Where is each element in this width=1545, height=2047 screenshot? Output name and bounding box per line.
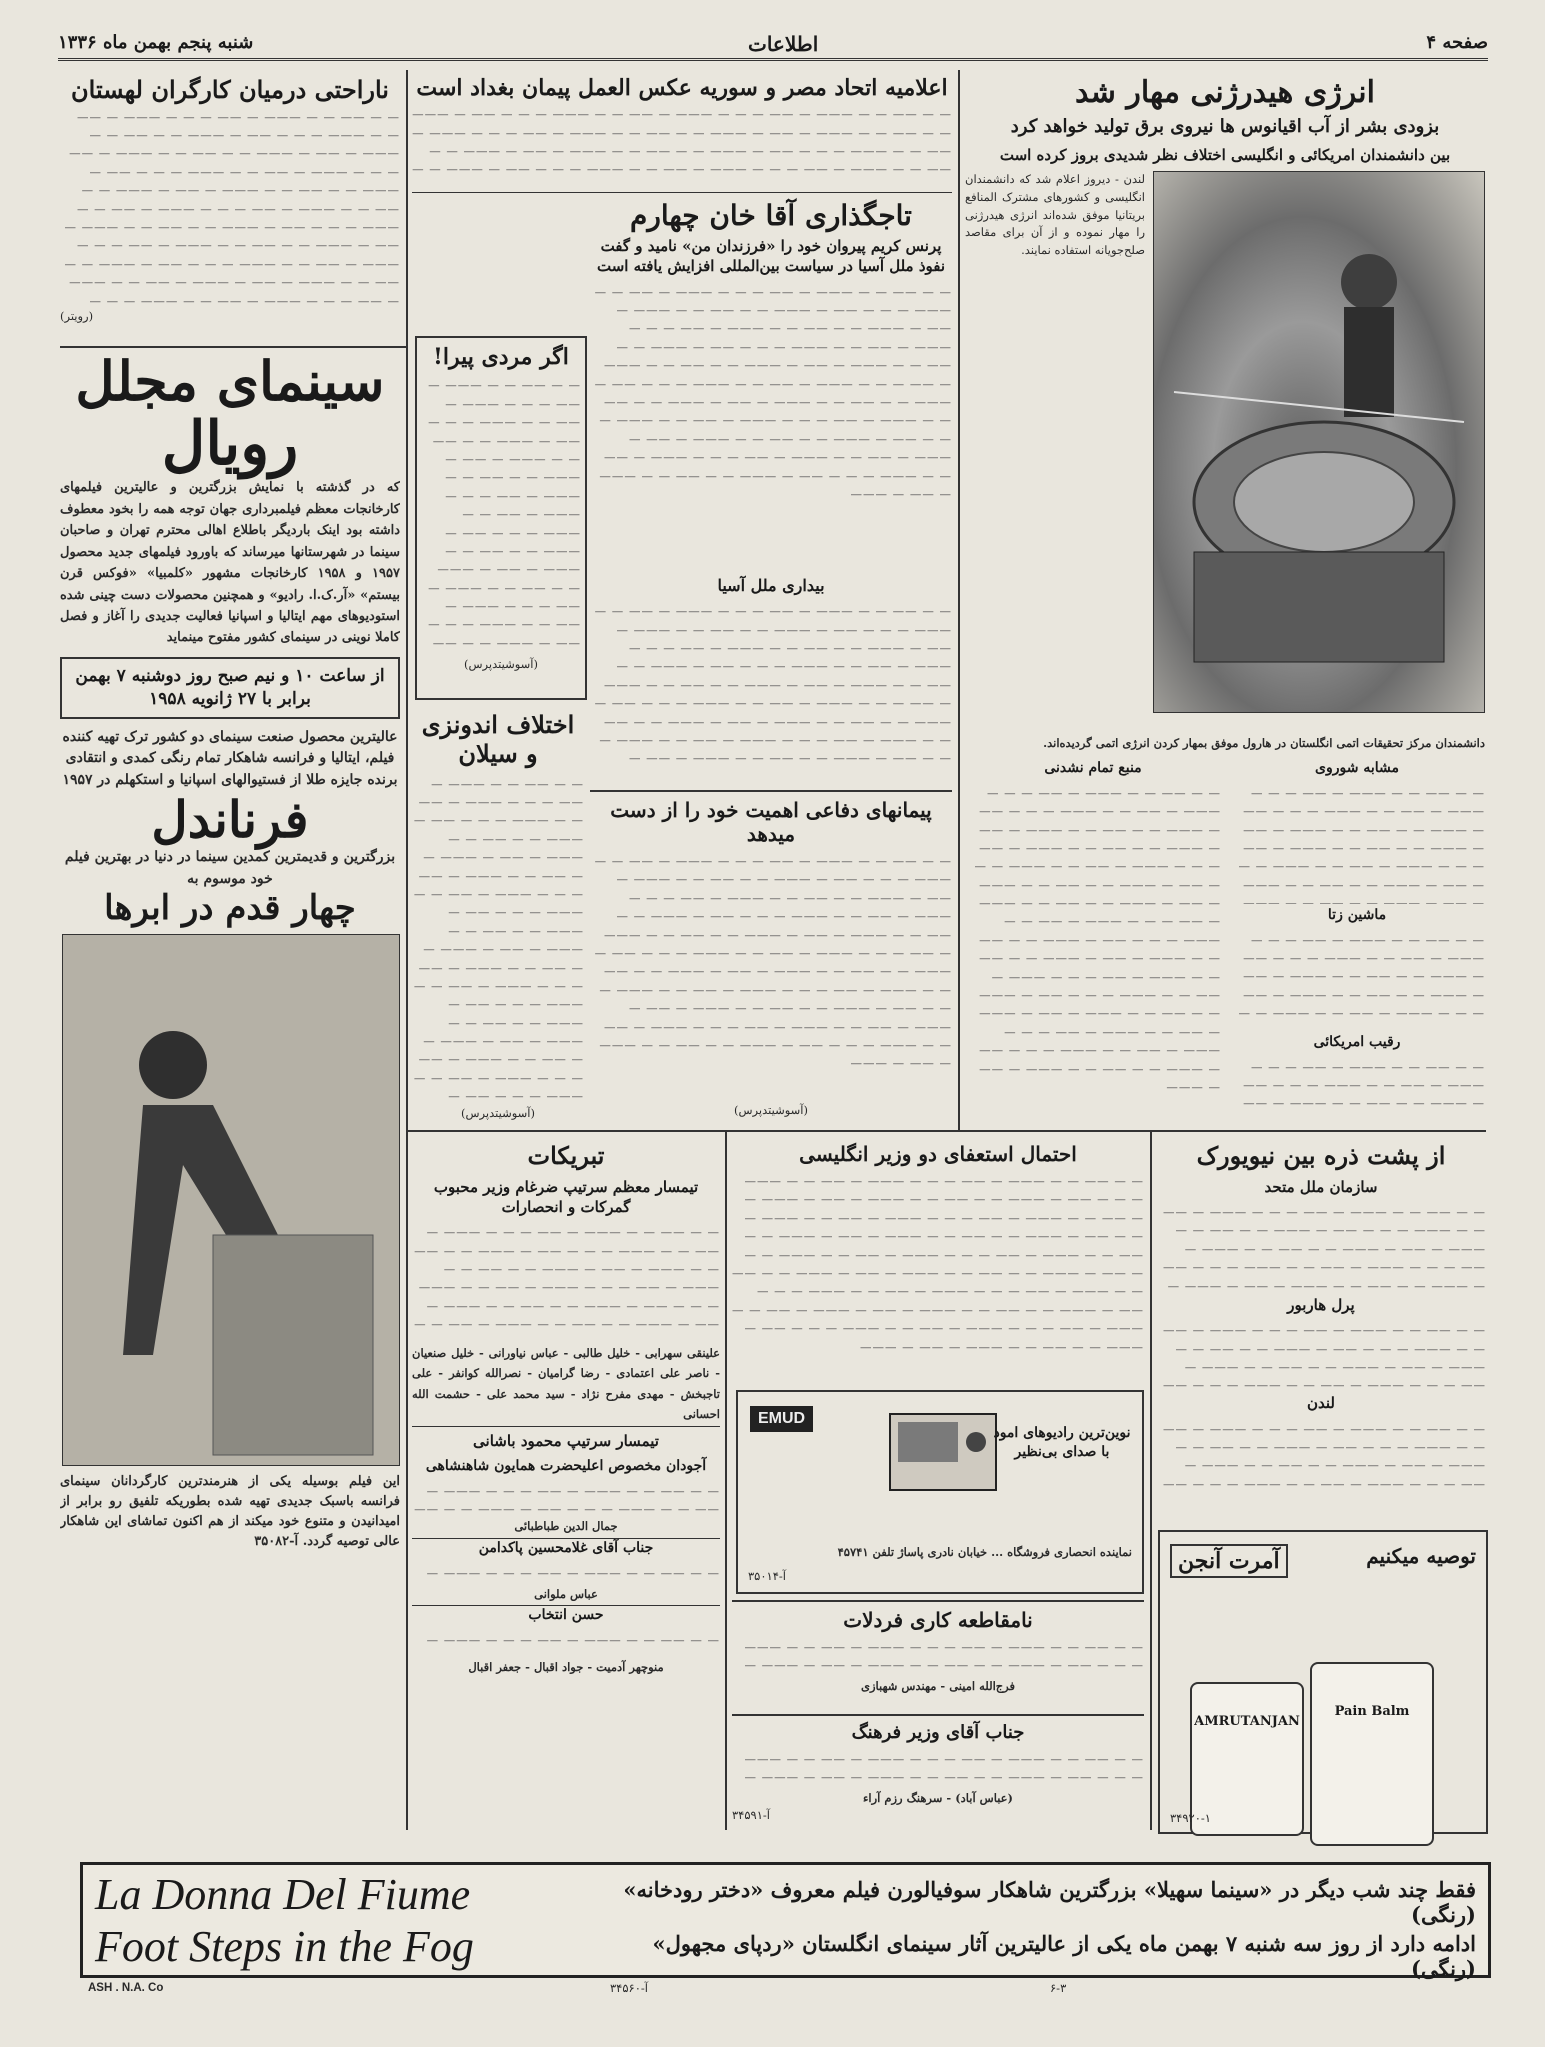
article-tabrikat-headline: تبریکات — [527, 1141, 605, 1170]
article-newyork-text1 — [1156, 1203, 1486, 1293]
cinema-star-desc: بزرگترین و قدیمترین کمدین سینما در دنیا در بهترین فیلم خود موسوم به — [64, 848, 396, 887]
article-moqatee-headline: نامقاطعه کاری فردلات — [843, 1608, 1033, 1632]
text-soviet — [1229, 784, 1485, 904]
amrutanjan-jar-2 — [1310, 1662, 1434, 1846]
ad-amrutanjan — [1158, 1530, 1488, 1834]
article-newyork-sub3: لندن — [1307, 1394, 1335, 1413]
article-poland-text — [60, 108, 400, 308]
article-asia-sub: بیداری ملل آسیا — [717, 575, 825, 595]
lab-apparatus-image — [1154, 172, 1484, 712]
column-rule — [958, 70, 960, 1130]
subhead-endless: منبع تمام نشدنی — [1044, 759, 1142, 776]
footer-line1-fa: فقط چند شب دیگر در «سینما سهیلا» بزرگترین شاهکار سوفیالورن فیلم معروف «دختر رودخانه» (رنگی) — [623, 1877, 1476, 1927]
article-moqatee-text — [732, 1638, 1144, 1678]
article-tabrikat — [412, 1136, 720, 1830]
article-tabrikat-sub4: جناب آقای غلامحسین پاکدامن — [412, 1538, 720, 1558]
article-hydrogen-sub2: بین دانشمندان امریکائی و انگلیسی اختلاف نظر شدیدی بروز کرده است — [999, 145, 1451, 164]
footer-code: آ-۳۴۵۶۰ — [610, 1981, 648, 1995]
article-eng-ministers-headline: احتمال استعفای دو وزیر انگلیسی — [799, 1142, 1077, 1166]
cinema-title1: سینمای مجلل — [75, 352, 385, 413]
subhead-soviet: مشابه شوروی — [1315, 759, 1399, 776]
article-newyork — [1156, 1136, 1486, 1526]
fernandel-figure-image — [63, 935, 399, 1465]
article-pacts — [590, 790, 952, 1127]
article-farhang — [732, 1714, 1144, 1834]
column-rule — [406, 70, 408, 1830]
ad-emud-addr: نماینده انحصاری فروشگاه ... خیابان نادری پاساژ تلفن ۴۵۷۴۱ — [837, 1545, 1132, 1560]
article-tabrikat-sign2: عباس ملوانی — [534, 1586, 598, 1601]
text-zeta — [1229, 931, 1485, 1031]
article-tabrikat-sub2: تیمسار سرتیپ محمود باشانی — [412, 1426, 720, 1451]
article-poland — [60, 72, 400, 342]
article-tabrikat-sub3: آجودان مخصوص اعلیحضرت همایون شاهنشاهی — [425, 1458, 707, 1475]
article-aga-khan — [590, 196, 952, 786]
subhead-usa: رقیب امریکائی — [1313, 1033, 1401, 1050]
article-indonesia-credit: (آسوشیتدپرس) — [461, 1105, 535, 1120]
ad-amrutanjan-title: آمرت آنجن — [1170, 1544, 1288, 1578]
article-farhang-headline: جناب آقای وزیر فرهنگ — [851, 1722, 1025, 1743]
box-if-man-text — [417, 376, 585, 656]
article-tabrikat-sub5: حسن انتخاب — [412, 1605, 720, 1625]
article-tabrikat-text4 — [412, 1631, 720, 1659]
article-moqatee — [732, 1600, 1144, 1712]
article-eng-ministers — [732, 1136, 1144, 1386]
article-aga-khan-sub: پرنس کریم پیروان خود را «فرزندان من» نامید و گفت نفوذ ملل آسیا در سیاست بین‌المللی افزایش یافته است — [596, 237, 946, 276]
box-if-man — [415, 336, 587, 700]
article-pacts-text — [590, 852, 952, 1102]
radio-set-icon — [888, 1412, 998, 1492]
section-rule — [412, 192, 952, 193]
header-date: شنبه پنجم بهمن ماه ۱۳۳۶ — [58, 32, 254, 53]
ad-amrutanjan-product: Pain Balm — [1334, 1704, 1410, 1719]
article-hydrogen — [965, 72, 1485, 1122]
cinema-date: از ساعت ۱۰ و نیم صبح روز دوشنبه ۷ بهمن برابر با ۲۷ ژانویه ۱۹۵۸ — [60, 657, 400, 719]
ad-amrutanjan-slogan: توصیه میکنیم — [1366, 1544, 1476, 1568]
cinema-star: فرناندل — [151, 789, 309, 849]
footer-ad — [80, 1862, 1491, 1981]
section-rule — [406, 1130, 1486, 1132]
article-indonesia-text — [412, 775, 584, 1105]
article-newyork-sub2: پرل هاربور — [1287, 1296, 1355, 1315]
box-if-man-credit: (آسوشیتدپرس) — [464, 657, 538, 672]
article-newyork-headline: از پشت ذره بین نیویورک — [1196, 1141, 1446, 1170]
article-asia-text — [590, 602, 952, 762]
box-if-man-title: اگر مردی پیرا! — [433, 344, 569, 370]
ad-emud-code: آ-۳۵۰۱۴ — [748, 1569, 786, 1584]
fernandel-photo — [62, 934, 400, 1466]
text-usa — [1229, 1058, 1485, 1122]
cinema-desc: عالیترین محصول صنعت سینمای دو کشور ترک تهیه کننده فیلم، ایتالیا و فرانسه شاهکار تمام رنگی کمدی و انتقادی برنده جایزه طلا از فستیوالهای اسپانیا و استکهلم در ۱۹۵۷ — [62, 728, 398, 789]
ad-emud-brand: EMUD — [750, 1406, 813, 1432]
cinema-text: که در گذشته با نمایش بزرگترین و عالیترین فیلمهای کارخانجات معظم فیلمبرداری جهان توجه همه را بخود معطوف داشته بود اینک باردیگر باطلاع اهالی محترم تهران و صاحبان سینما در شهرستانها میرساند که باورود فیلمهای جدید محصول ۱۹۵۷ و ۱۹۵۸ کارخانجات مشهور «کلمبیا» «فوکس قرن بیستم» «آر.ک.ا. رادیو» و همچنین محصولات دست چینی شده استودیوهای مهم ایتالیا و اسپانیا فعالیت جدیدی را آغاز و فصل کاملا نوینی در سینمای کشور مفتوح مینماید — [60, 480, 400, 646]
article-poland-credit: (رویتر) — [60, 308, 94, 323]
article-farhang-code: آ-۳۴۵۹۱ — [732, 1808, 770, 1823]
footer-line1-en: La Donna Del Fiume — [95, 1870, 471, 1919]
page-header — [58, 28, 1488, 61]
ad-cinema-royal — [60, 352, 400, 1832]
header-paper-name: اطلاعات — [748, 32, 819, 56]
article-tabrikat-text2 — [412, 1482, 720, 1518]
article-tabrikat-sign3: منوچهر آدمیت - جواد اقبال - جعفر اقبال — [468, 1660, 664, 1675]
column-rule — [1150, 1130, 1152, 1830]
cinema-title2: رویال — [161, 409, 299, 480]
ad-emud-radio — [736, 1390, 1144, 1594]
article-indonesia — [412, 705, 584, 1125]
article-eng-ministers-text — [732, 1172, 1144, 1362]
subhead-zeta: ماشین زتا — [1327, 906, 1387, 923]
article-hydrogen-headline: انرژی هیدرژنی مهار شد — [1075, 75, 1375, 110]
article-egypt-syria — [412, 72, 952, 192]
article-poland-headline: ناراحتی درمیان کارگران لهستان — [71, 75, 389, 104]
text-endless — [965, 784, 1221, 1122]
section-rule — [60, 346, 406, 348]
footer-line2-fa: ادامه دارد از روز سه شنبه ۷ بهمن ماه یکی از عالیترین آثار سینمای انگلستان «ردپای مجهول» (رنگی) — [652, 1931, 1476, 1981]
article-indonesia-headline: اختلاف اندونزی و سیلان — [421, 710, 575, 768]
article-tabrikat-sub1: تیمسار معظم سرتیپ ضرغام وزیر محبوب گمرکات و انحصارات — [433, 1177, 699, 1217]
footer-mark: ASH . N.A. Co — [88, 1982, 164, 1994]
article-farhang-text — [732, 1750, 1144, 1790]
header-page-number: صفحه ۴ — [1426, 32, 1488, 53]
article-hydrogen-caption: دانشمندان مرکز تحقیقات اتمی انگلستان در هارول موفق بمهار کردن انرژی اتمی گردیده‌اند. — [1043, 736, 1485, 751]
ad-amrutanjan-code: ۳۴۹۲۰-۱ — [1170, 1811, 1211, 1826]
article-newyork-text2 — [1156, 1321, 1486, 1391]
article-tabrikat-text3 — [412, 1564, 720, 1586]
article-hydrogen-sub1: بزودی بشر از آب اقیانوس ها نیروی برق تولید خواهد کرد — [1010, 115, 1440, 137]
footer-line2-en: Foot Steps in the Fog — [95, 1922, 474, 1971]
ad-amrutanjan-brand: AMRUTANJAN — [1194, 1714, 1300, 1729]
article-tabrikat-names: علینقی سهرابی - خلیل طالبی - عباس نیاورانی - خلیل صنعیان - ناصر علی اعتمادی - رضا گرامیان - نصرالله کوانفر - علی تاجبخش - مهدی مفرح نژاد - سید محمد علی - حشمت الله احسانی — [412, 1346, 720, 1421]
article-egypt-syria-headline: اعلامیه اتحاد مصر و سوریه عکس العمل پیمان بغداد است — [416, 75, 948, 101]
footer-code2: ۶-۳ — [1050, 1981, 1067, 1995]
article-farhang-sign: (عباس آباد) - سرهنگ رزم آراء — [863, 1790, 1013, 1805]
cinema-photo-caption: این فیلم بوسیله یکی از هنرمندترین کارگردانان سینمای فرانسه باسبک جدیدی تهیه شده بطوریکه تلفیق رو برابر از امیدانیدن و متنوع خود میکند از هم اکنون تماشای این شاهکار عالی توصیه گردد. آ-۳۵۰۸۲ — [60, 1473, 400, 1550]
column-rule — [725, 1130, 727, 1830]
article-newyork-text3 — [1156, 1420, 1486, 1490]
ad-emud-text: نوین‌ترین رادیوهای امود با صدای بی‌نظیر — [993, 1425, 1131, 1460]
article-hydrogen-para1: لندن - دیروز اعلام شد که دانشمندان انگلیسی و کشورهای مشترک المنافع بریتانیا موفق شده‌اند انرژی هیدرژنی را مهار نموده و از آن برای مقاصد صلح‌جویانه استفاده نمایند. — [965, 172, 1145, 258]
article-pacts-headline: پیمانهای دفاعی اهمیت خود را از دست میدهد — [610, 798, 932, 846]
article-newyork-sub1: سازمان ملل متحد — [1264, 1177, 1378, 1196]
cinema-film: چهار قدم در ابرها — [104, 888, 356, 929]
article-aga-khan-text — [590, 283, 952, 573]
article-tabrikat-text1 — [412, 1223, 720, 1343]
hydrogen-lab-photo — [1153, 171, 1485, 713]
article-aga-khan-headline: تاجگذاری آقا خان چهارم — [630, 199, 912, 232]
article-pacts-credit: (آسوشیتدپرس) — [734, 1103, 808, 1117]
article-egypt-syria-text — [412, 105, 952, 185]
article-tabrikat-sign: جمال الدین طباطبائی — [514, 1518, 618, 1533]
article-moqatee-names: فرج‌الله امینی - مهندس شهبازی — [860, 1679, 1016, 1693]
